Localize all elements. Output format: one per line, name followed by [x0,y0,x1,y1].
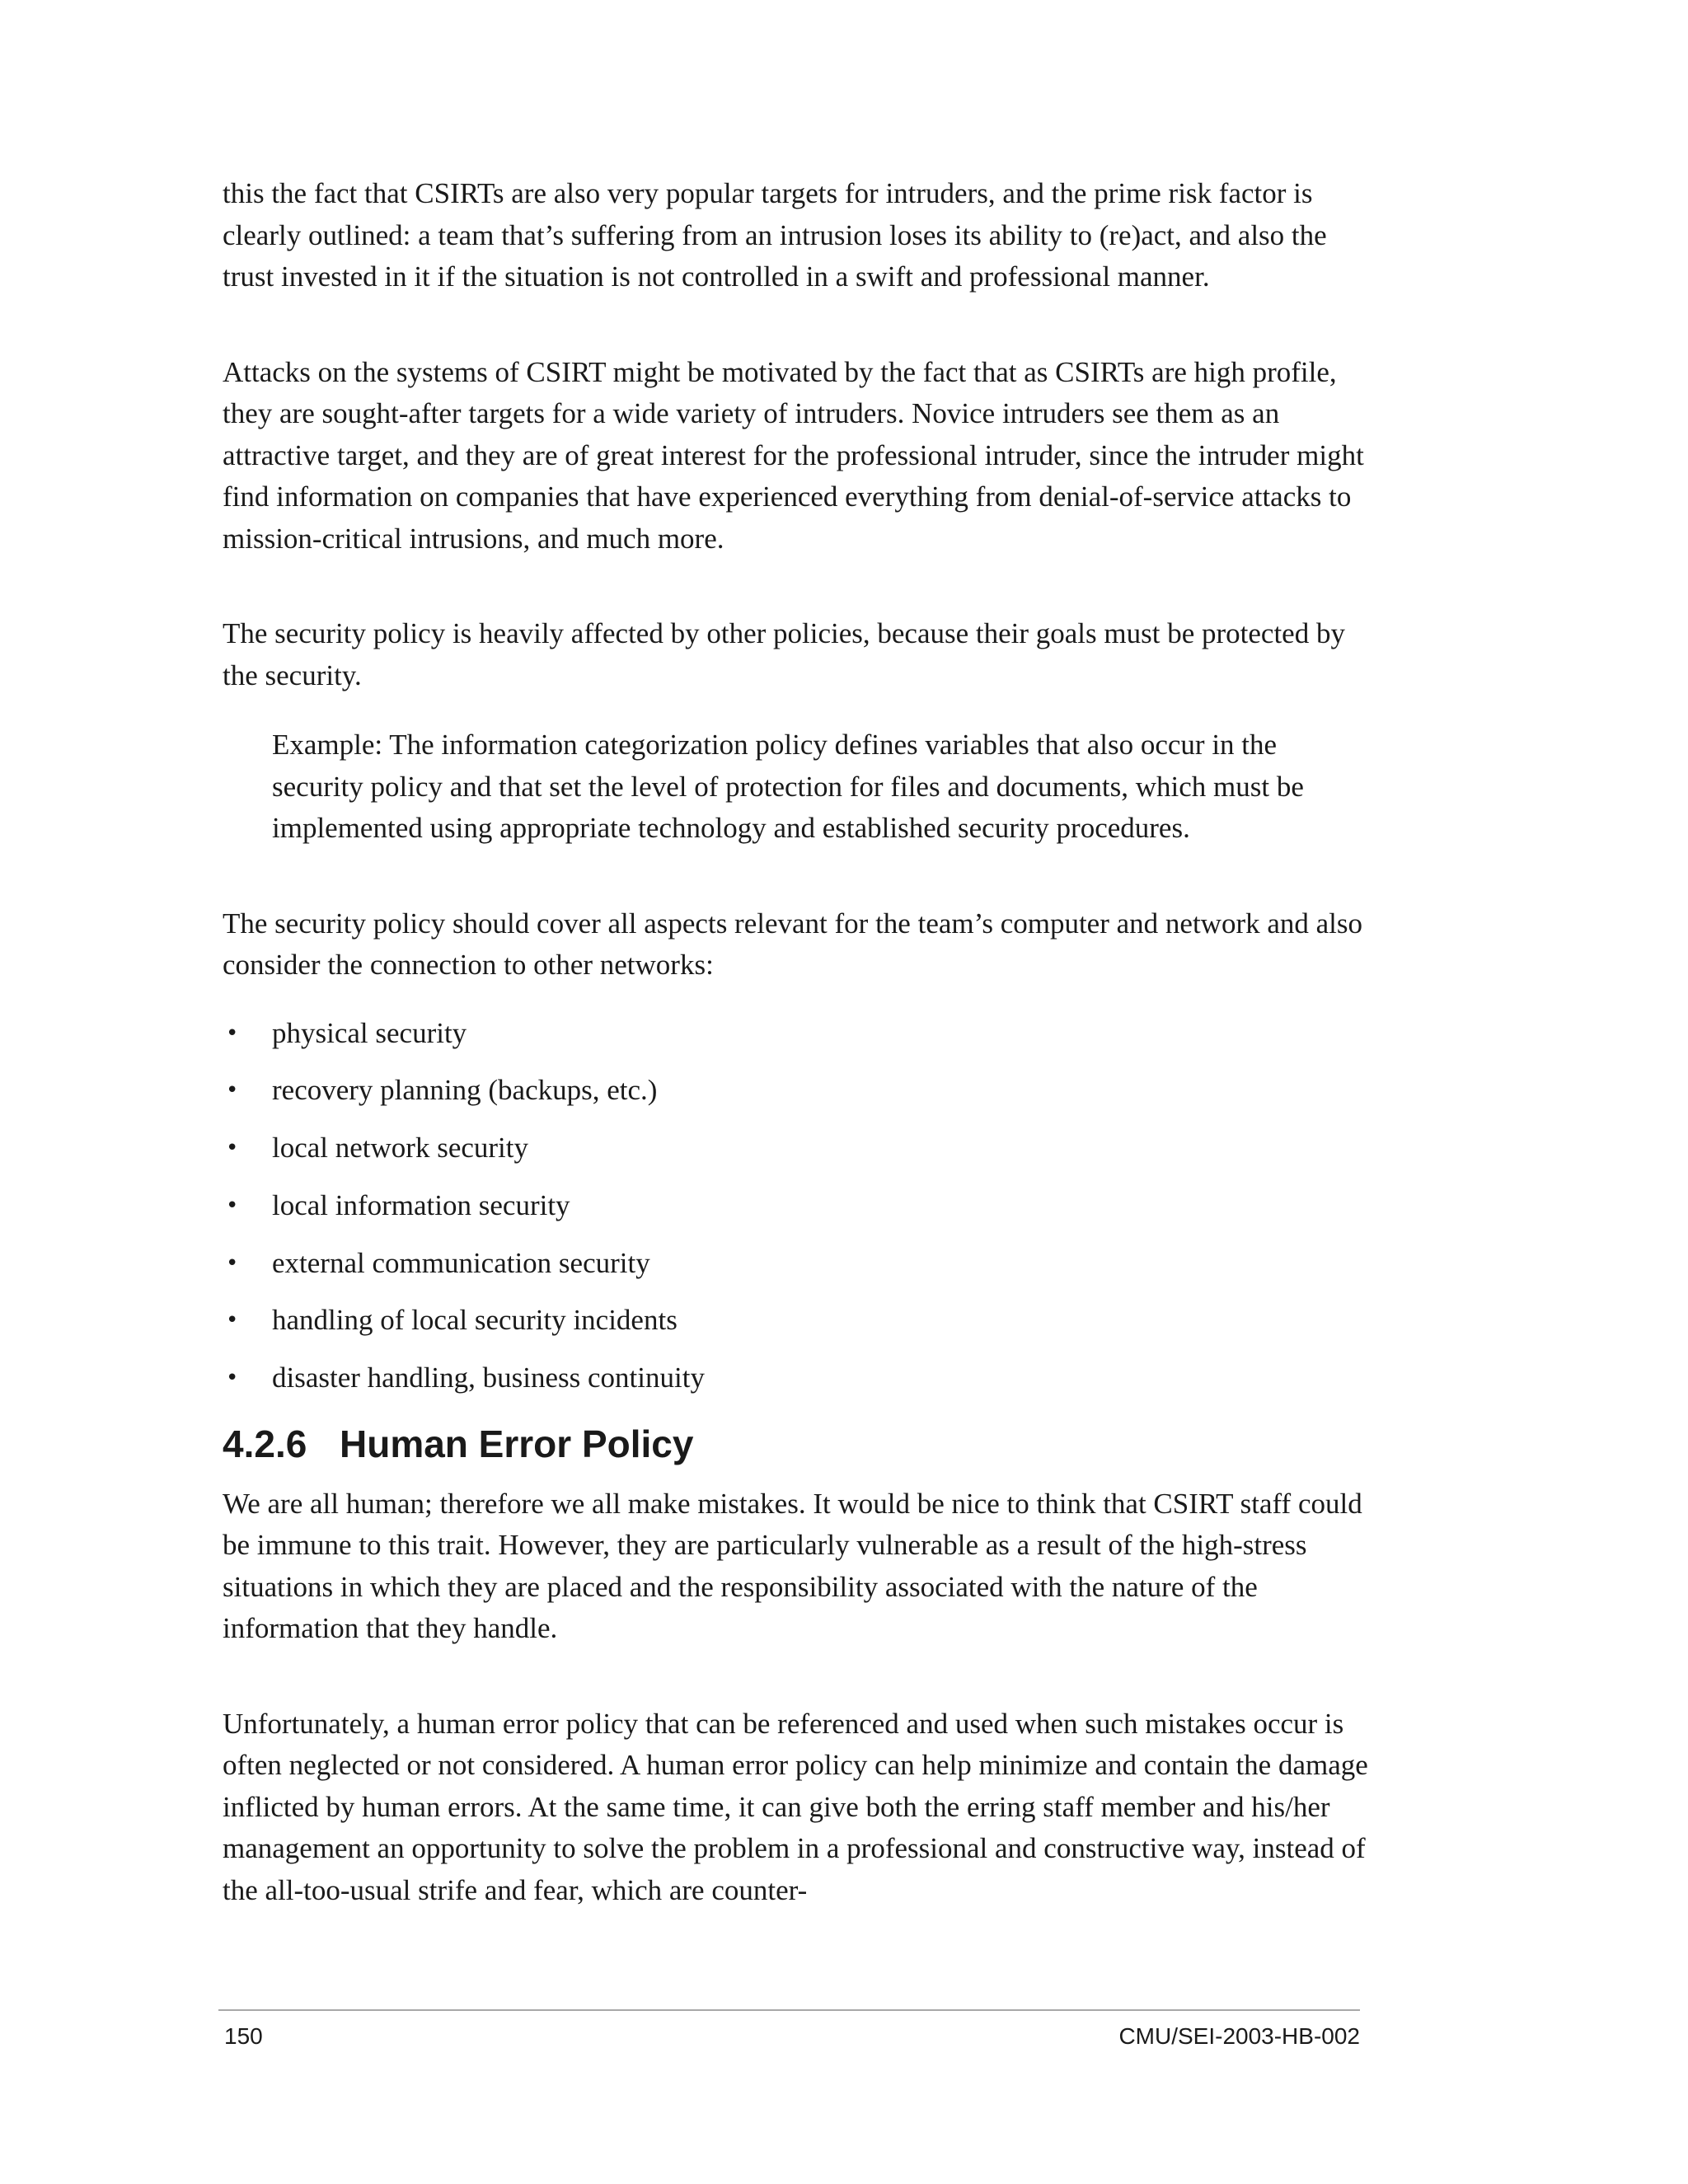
section-heading [223,1419,1376,1469]
list-item [223,1243,1376,1285]
paragraph-intruder-risk: this the fact that CSIRTs are also very popular targets for intruders, and the prime risk factor is clearly outlined: a team that’s suffering from an intrusion loses its ability to (re)act, and also the trust invested in it if the situation is not controlled in a swift and professional manner. [223,177,1327,293]
list-item [223,1070,1376,1112]
section-number: 4.2.6 [223,1422,307,1465]
list-item-text: external communication security [272,1246,650,1279]
bullet-icon: • [226,1193,239,1218]
paragraph-human-nature: We are all human; therefore we all make mistakes. It would be nice to think that CSIRT staff could be immune to this trait. However, they are particularly vulnerable as a result of the high-stress situations in which they are placed and the responsibility associated with the nature of the information that they handle. [223,1487,1362,1645]
list-item [223,1185,1376,1227]
footer-document-id: CMU/SEI-2003-HB-002 [1118,2023,1360,2049]
bullet-list-security-aspects [223,1013,1376,1399]
list-item-text: recovery planning (backups, etc.) [272,1074,658,1107]
bullet-icon: • [226,1366,239,1391]
list-item [223,1013,1376,1055]
bullet-icon: • [226,1078,239,1104]
example-information-categorization: Example: The information categorization policy defines variables that also occur in the security policy and that set the level of protection for files and documents, which must be implemented using appropriate technology and established security procedures. [272,729,1304,844]
bullet-icon: • [226,1136,239,1161]
footer-page-number: 150 [224,2023,263,2049]
footer-divider [218,2009,1360,2011]
list-item [223,1357,1376,1399]
list-item-text: physical security [272,1016,467,1049]
list-item-text: local information security [272,1188,570,1221]
list-item-text: disaster handling, business continuity [272,1361,705,1394]
list-item [223,1127,1376,1169]
bullet-icon: • [226,1250,239,1276]
section-title: Human Error Policy [340,1422,694,1465]
paragraph-policy-dependencies: The security policy is heavily affected by other policies, because their goals must be protected by the security. [223,617,1345,691]
list-item-text: handling of local security incidents [272,1304,678,1337]
paragraph-human-error-policy: Unfortunately, a human error policy that can be referenced and used when such mistakes occur is often neglected or not considered. A human error policy can help minimize and contain the damage inflicted by human errors. At the same time, it can give both the erring staff member and his/her management an opportunity to solve the problem in a professional and constructive way, instead of the all-too-usual strife and fear, which are counter- [223,1707,1368,1906]
paragraph-attack-motivation: Attacks on the systems of CSIRT might be motivated by the fact that as CSIRTs are high profile, they are sought-after targets for a wide variety of intruders. Novice intruders see them as an attractive target, and they are of great interest for the professional intruder, since the intruder might find information on companies that have experienced everything from denial-of-service attacks to mission-critical intrusions, and much more. [223,355,1364,555]
page-body [223,173,1376,1911]
list-item-text: local network security [272,1132,529,1165]
paragraph-policy-coverage: The security policy should cover all aspects relevant for the team’s computer and network and also consider the connection to other networks: [223,907,1363,981]
bullet-icon: • [226,1308,239,1333]
list-item [223,1300,1376,1342]
bullet-icon: • [226,1020,239,1046]
